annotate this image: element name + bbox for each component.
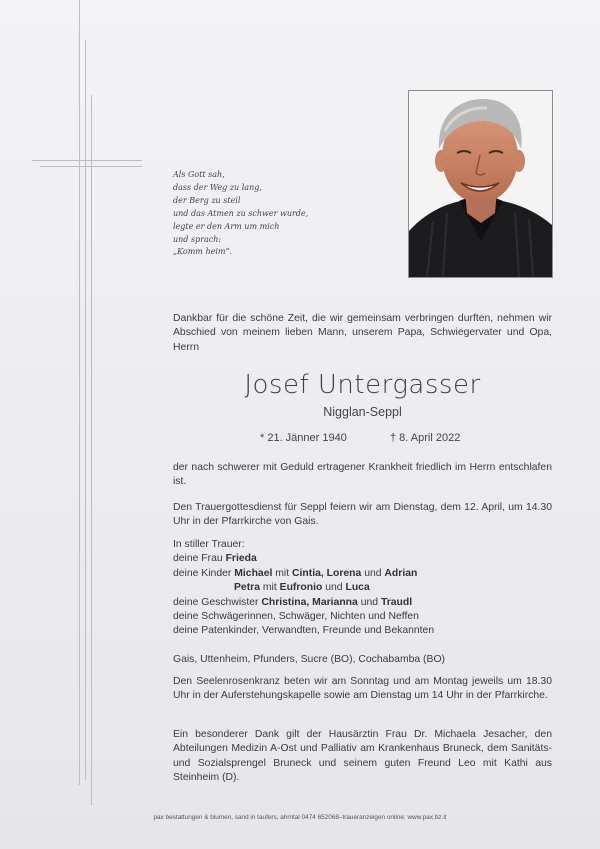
family-names: Cintia, Lorena — [292, 567, 362, 579]
birth-date: * 21. Jänner 1940 — [260, 432, 347, 444]
poem-line: dass der Weg zu lang, — [173, 182, 262, 192]
death-note: der nach schwerer mit Geduld ertragener Krankheit friedlich im Herrn entschlafen ist. — [173, 462, 552, 488]
mourners-inlaws: deine Schwägerinnen, Schwäger, Nichten und Neffen — [173, 611, 419, 623]
child-name: Michael — [234, 567, 273, 579]
portrait-image — [409, 91, 552, 277]
places-text: Gais, Uttenheim, Pfunders, Sucre (BO), Cochabamba (BO) — [173, 654, 445, 665]
mourners-wife — [173, 552, 552, 566]
sibling-names: Christina, Marianna — [261, 596, 358, 608]
connector-text: und — [360, 596, 379, 608]
death-date: † 8. April 2022 — [390, 432, 461, 444]
mourners-list — [173, 538, 552, 639]
poem — [173, 169, 308, 259]
sibling-name: Traudl — [380, 596, 413, 608]
poem-line: und das Atmen zu schwer wurde, — [173, 208, 309, 218]
family-name: Luca — [345, 582, 370, 594]
connector-text: mit — [262, 582, 277, 594]
rosary-text: Den Seelenrosenkranz beten wir am Sonntag und am Montag jeweils um 18.30 Uhr in der Auferstehungskapelle sowie am Dienstag um 14 Uhr in der Pfarrkirche. — [173, 676, 552, 702]
connector-text: und — [325, 582, 343, 594]
mourners-godchildren: deine Patenkinder, Verwandten, Freunde und Bekannten — [173, 625, 435, 637]
children-prefix: deine Kinder — [173, 567, 232, 579]
mourners-children-2 — [173, 581, 552, 595]
footer-text: pax bestattungen & blumen, sand in taufers, ahrntal 0474 652068–traueranzeigen online: www.pax.bz.it — [153, 814, 447, 821]
funeral-text: Den Trauergottesdienst für Seppl feiern wir am Dienstag, dem 12. April, um 14.30 Uhr in der Pfarrkirche von Gais. — [173, 502, 552, 528]
intro-text: Dankbar für die schöne Zeit, die wir gemeinsam verbringen durften, nehmen wir Abschied von meinem lieben Mann, unserem Papa, Schwiegervater und Opa, Herrn — [173, 313, 552, 353]
mourners-heading: In stiller Trauer: — [173, 539, 245, 550]
connector-text: mit — [275, 567, 290, 579]
mourners-children — [173, 567, 552, 581]
thanks-text: Ein besonderer Dank gilt der Hausärztin Frau Dr. Michaela Jesacher, den Abteilungen Medizin A-Ost und Palliativ am Krankenhaus Bruneck, dem Sanitäts- und Sozialsprengel Bruneck und seinem guten Freund Leo mit Kathi aus Steinheim (D). — [173, 729, 552, 784]
deceased-nickname: Nigglan-Seppl — [323, 405, 402, 419]
wife-prefix: deine Frau — [173, 553, 223, 565]
siblings-prefix: deine Geschwister — [173, 596, 259, 608]
family-name: Adrian — [384, 567, 418, 579]
poem-line: „Komm heim“. — [173, 247, 233, 257]
poem-line: legte er den Arm um mich — [173, 221, 280, 231]
mourners-siblings — [173, 596, 552, 610]
child-name: Petra — [234, 582, 260, 594]
poem-line: und sprach: — [173, 234, 222, 244]
poem-line: Als Gott sah, — [173, 170, 225, 179]
poem-line: der Berg zu steil — [173, 195, 241, 205]
family-name: Eufronio — [279, 582, 323, 594]
connector-text: und — [364, 567, 382, 579]
deceased-name: Josef Untergasser — [244, 370, 481, 400]
wife-name: Frieda — [225, 553, 257, 565]
portrait-photo — [408, 90, 553, 278]
